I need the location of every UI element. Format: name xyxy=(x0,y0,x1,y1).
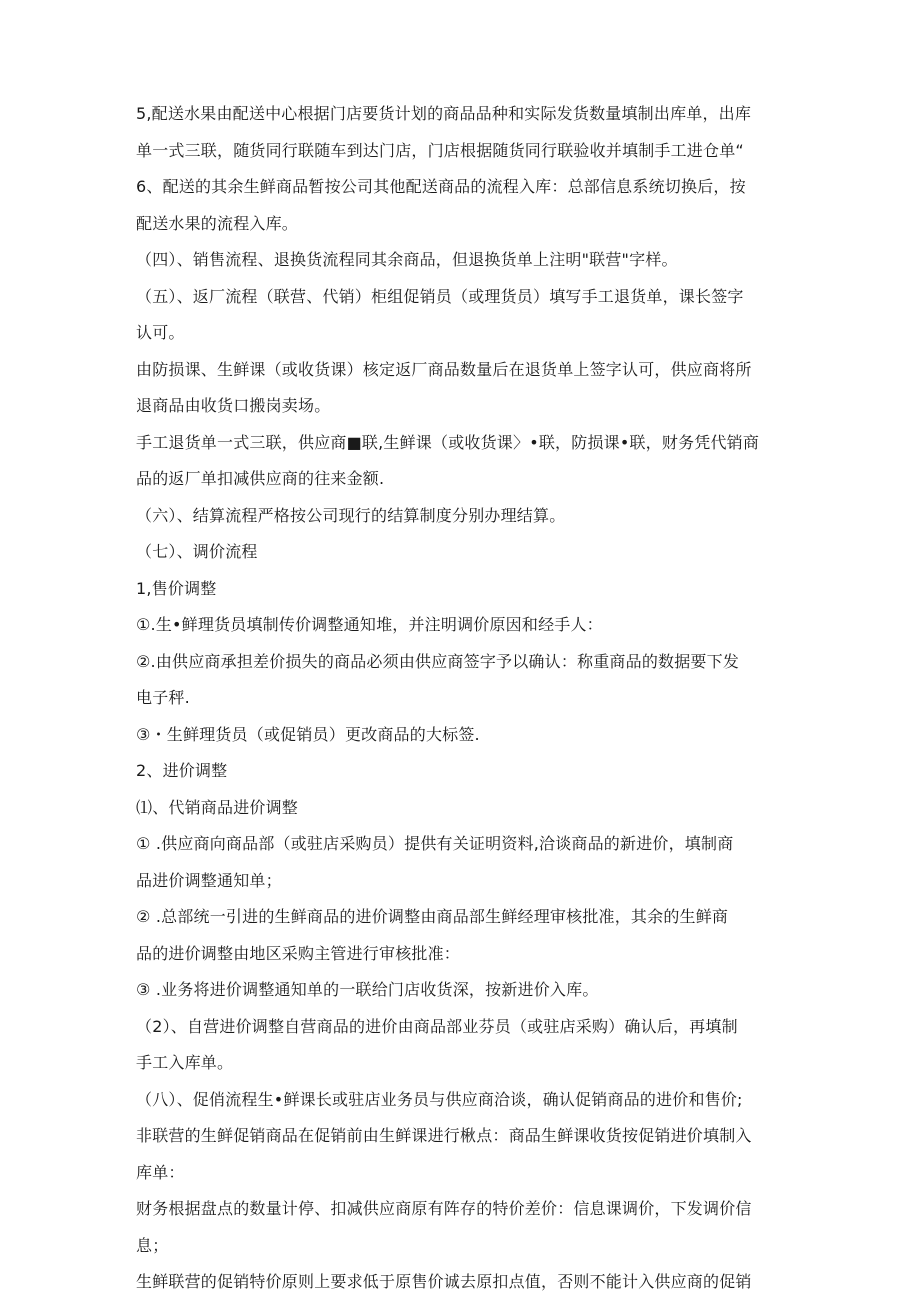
text-line: 6、配送的其余生鲜商品暂按公司其他配送商品的流程入库：总部信息系统切换后，按 xyxy=(136,177,746,196)
text-line: 品的返厂单扣减供应商的往来金额. xyxy=(136,469,385,488)
text-line: 配送水果的流程入库。 xyxy=(136,213,299,233)
text-line: ② .总部统一引进的生鲜商品的进价调整由商品部生鲜经理审核批准，其余的生鲜商 xyxy=(136,907,729,926)
text-line: ①.生•鲜理货员填制传价调整通知堆，并注明调价原因和经手人： xyxy=(136,615,603,634)
text-line: 品的进价调整由地区采购主管进行审核批准： xyxy=(136,943,461,963)
text-line: ⑴、代销商品进价调整 xyxy=(136,797,299,817)
text-line: （五）、返厂流程（联营、代销）柜组促销员（或理货员）填写手工退货单，课长签字 xyxy=(136,286,744,306)
text-line: （2）、自营进价调整自营商品的进价由商品部业芬员（或驻店采购）确认后，再填制 xyxy=(136,1016,738,1036)
text-line: ②.由供应商承担差价损失的商品必须由供应商签字予以确认：称重商品的数据要下发 xyxy=(136,651,740,671)
text-line: 库单： xyxy=(136,1162,185,1182)
text-line: 2、进价调整 xyxy=(136,761,228,780)
text-line: 生鲜联营的促销特价原则上要求低于原售价诚去原扣点值，否则不能计入供应商的促销 xyxy=(136,1272,752,1291)
text-line: （四）、销售流程、退换货流程同其余商品，但退换货单上注明"联营"字样。 xyxy=(136,250,678,269)
text-line: ① .供应商向商品部（或驻店采购员）提供有关证明资料,洽谈商品的新进价，填制商 xyxy=(136,834,734,853)
text-line: 品进价调整通知单； xyxy=(136,870,282,890)
text-line: 财务根据盘点的数量计停、扣减供应商原有阵存的特价差价：信息课调价，下发调价信 xyxy=(136,1199,752,1218)
text-line: 手工入库单。 xyxy=(136,1053,234,1072)
text-line: 手工退货单一式三联，供应商■联,生鲜课（或收货课〉•联，防损课•联，财务凭代销商 xyxy=(136,432,760,452)
text-line: 认可。 xyxy=(136,323,185,342)
text-line: ③・生鲜理货员（或促销员）更改商品的大标签. xyxy=(136,724,480,744)
text-line: 非联营的生鲜促销商品在促销前由生鲜课进行楸点：商品生鲜课收货按促销进价填制入 xyxy=(136,1126,752,1145)
document-body xyxy=(136,96,786,1301)
text-line: 退商品由收货口搬岗卖场。 xyxy=(136,396,331,415)
text-line: 由防损课、生鲜课（或收货课）核定返厂商品数量后在退货单上签字认可，供应商将所 xyxy=(136,359,752,379)
text-line: 1,售价调整 xyxy=(136,578,217,598)
text-line: 电子秤. xyxy=(136,688,190,707)
text-line: （六）、结算流程严格按公司现行的结算制度分别办理结算。 xyxy=(136,505,566,525)
text-line: ③ .业务将进价调整通知单的一联给门店收货深，按新进价入库。 xyxy=(136,980,599,999)
text-line: 息； xyxy=(136,1235,169,1255)
text-line: 单一式三联，随货同行联随车到达门店，门店根据随货同行联验收并填制手工进仓单“ xyxy=(136,140,744,160)
text-line: 5,配送水果由配送中心根据门店要货计划的商品品种和实际发货数量填制出库单，出库 xyxy=(136,104,752,123)
text-line: （七）、调价流程 xyxy=(136,542,258,561)
text-line: （八）、促俏流程生•鲜课长或驻店业务员与供应商洽谈，确认促销商品的进价和售价; xyxy=(136,1089,743,1109)
